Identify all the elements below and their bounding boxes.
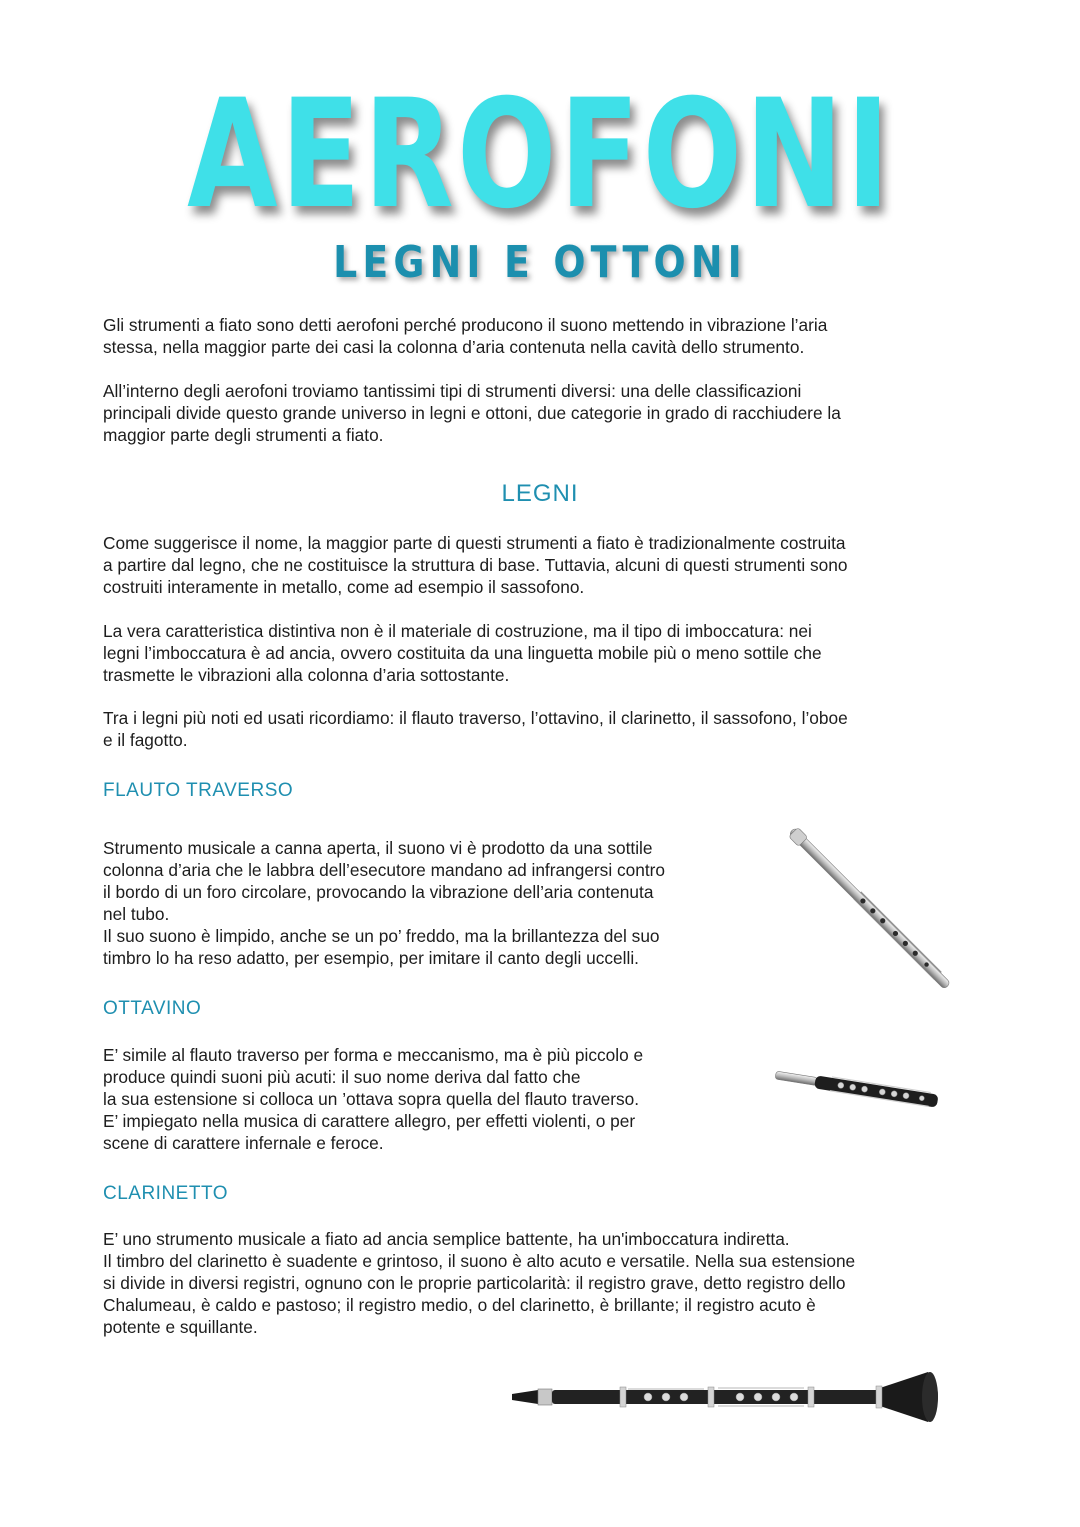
flute-image — [780, 818, 960, 998]
page-title: AEROFONI — [187, 68, 893, 242]
subheading-flauto-traverso: FLAUTO TRAVERSO — [103, 780, 294, 801]
section-heading-legni: LEGNI — [501, 480, 579, 507]
legni-paragraph-1: Come suggerisce il nome, la maggior parte di questi strumenti a fiato è tradizionalmente costruita a partire dal legno, che ne costituisce la struttura di base. Tuttavia, alcuni di questi strumenti sono costruiti interamente in metallo, come ad esempio il sassofono. — [103, 533, 848, 597]
page-subtitle: LEGNI E OTTONI — [333, 237, 747, 288]
legni-paragraph-3: Tra i legni più noti ed usati ricordiamo: il flauto traverso, l’ottavino, il clarinetto, il sassofono, l’oboe e il fagotto. — [103, 708, 848, 750]
clarinet-image — [508, 1362, 958, 1432]
intro-paragraph-2: All’interno degli aerofoni troviamo tantissimi tipi di strumenti diversi: una delle classificazioni principali divide questo grande universo in legni e ottoni, due categorie in grado di racchiudere la maggior parte degli strumenti a fiato. — [103, 381, 841, 445]
piccolo-image — [770, 1062, 945, 1122]
ottavino-description: E’ simile al flauto traverso per forma e meccanismo, ma è più piccolo e produce quindi suoni più acuti: il suo nome deriva dal fatto che la sua estensione si colloca un ’ottava sopra quella del flauto traverso. E’ impiegato nella musica di carattere allegro, per effetti violenti, o per scene di carattere infernale e feroce. — [103, 1045, 644, 1153]
intro-paragraph-1: Gli strumenti a fiato sono detti aerofoni perché producono il suono mettendo in vibrazione l’aria stessa, nella maggior parte dei casi la colonna d’aria contenuta nella cavità dello strumento. — [103, 315, 828, 357]
flauto-description: Strumento musicale a canna aperta, il suono vi è prodotto da una sottile colonna d’aria che le labbra dell’esecutore mandano ad infrangersi contro il bordo di un foro circolare, provocando la vibrazione dell’aria contenuta nel tubo. Il suo suono è limpido, anche se un po’ freddo, ma la brillantezza del suo timbro lo ha reso adatto, per esempio, per imitare il canto degli uccelli. — [103, 838, 665, 968]
subheading-ottavino: OTTAVINO — [103, 998, 202, 1019]
subheading-clarinetto: CLARINETTO — [103, 1183, 229, 1204]
clarinetto-description: E’ uno strumento musicale a fiato ad ancia semplice battente, ha un'imboccatura indiretta. Il timbro del clarinetto è suadente e grintoso, il suono è alto acuto e versatile. Nella sua estensione si divide in diversi registri, ognuno con le proprie particolarità: il registro grave, detto registro dello Chalumeau, è caldo e pastoso; il registro medio, o del clarinetto, è brillante; il registro acuto è potente e squillante. — [103, 1229, 856, 1337]
legni-paragraph-2: La vera caratteristica distintiva non è il materiale di costruzione, ma il tipo di imboccatura: nei legni l’imboccatura è ad ancia, ovvero costituita da una linguetta mobile più o meno sottile che trasmette le vibrazioni alla colonna d’aria sottostante. — [103, 621, 822, 685]
